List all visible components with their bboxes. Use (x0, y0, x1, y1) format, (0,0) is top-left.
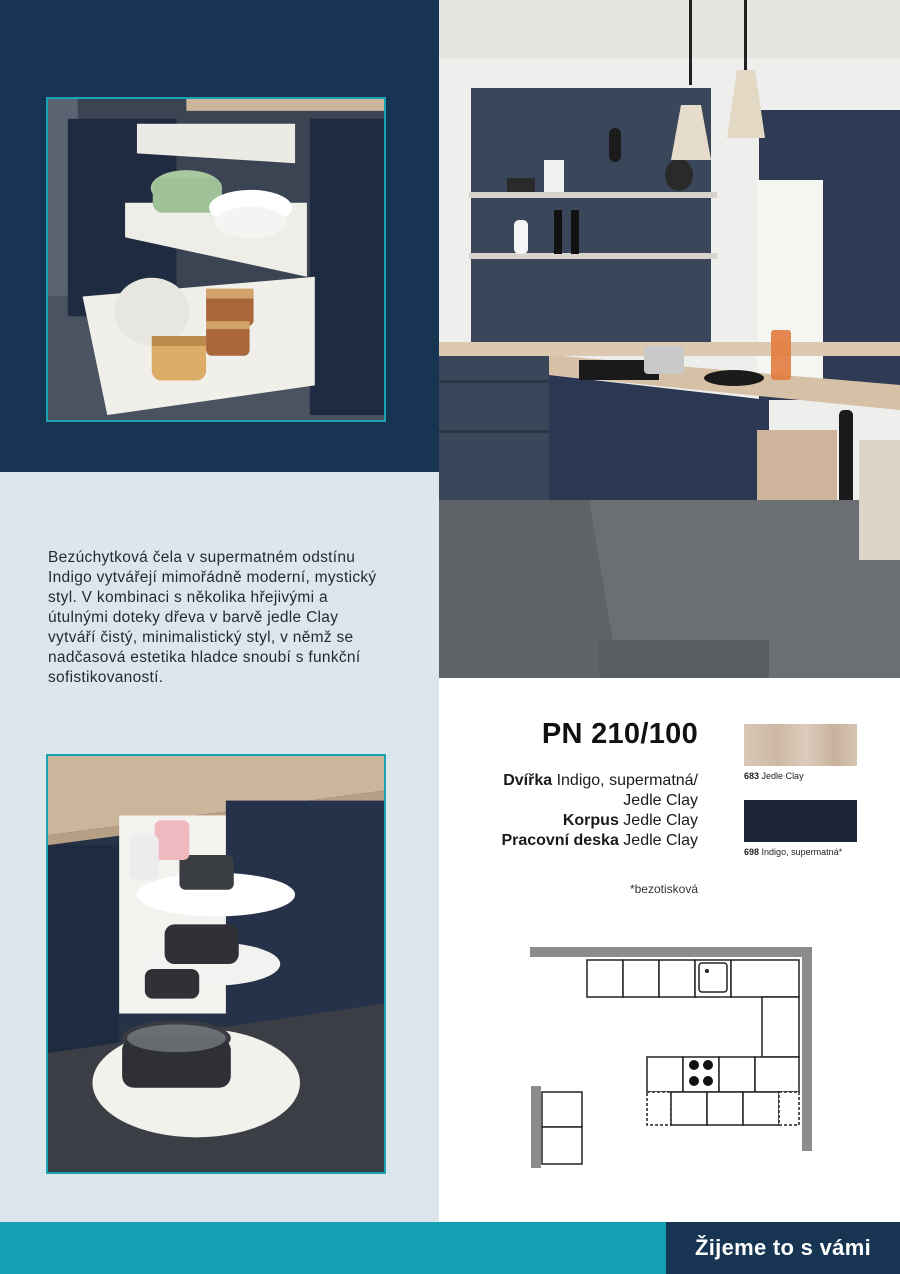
worktop-value: Jedle Clay (623, 832, 698, 849)
body-label: Korpus (562, 812, 619, 829)
kitchen-floor-plan (530, 944, 814, 1170)
doors-value: Indigo, supermatná/ (556, 772, 698, 789)
swatch-jedle-clay (744, 724, 857, 766)
doors-label: Dvířka (503, 772, 553, 789)
worktop-label: Pracovní deska (501, 832, 619, 849)
footnote: *bezotisková (629, 882, 698, 896)
model-title: PN 210/100 (541, 718, 698, 750)
spec-doors (501, 771, 698, 791)
swatch-code: 698 (744, 847, 760, 857)
drawer-interior-photo (46, 97, 386, 422)
swatch-caption-indigo (744, 847, 842, 857)
footer-slogan: Žijeme to s vámi (666, 1222, 900, 1274)
corner-carousel-photo (46, 754, 386, 1174)
spec-worktop (501, 831, 698, 851)
spec-doors-cont: Jedle Clay (623, 792, 698, 809)
swatch-name: Indigo, supermatná* (761, 847, 843, 857)
spec-body (501, 811, 698, 831)
swatch-name: Jedle Clay (761, 771, 804, 781)
model-spec-block (501, 718, 698, 851)
kitchen-main-photo (439, 0, 900, 678)
swatch-code: 683 (744, 771, 760, 781)
description-paragraph: Bezúchytková čela v supermatném odstínu Indigo vytvářejí mimořádně moderní, mystický styl. V kombinaci s několika hřejivými a útulnými doteky dřeva v barvě jedle Clay vytváří čistý, minimalistický styl, v němž se nadčasová estetika hladce snoubí s funkční sofistikovaností. (48, 549, 377, 686)
body-value: Jedle Clay (623, 812, 698, 829)
swatch-caption-clay (744, 771, 804, 781)
swatch-indigo (744, 800, 857, 842)
